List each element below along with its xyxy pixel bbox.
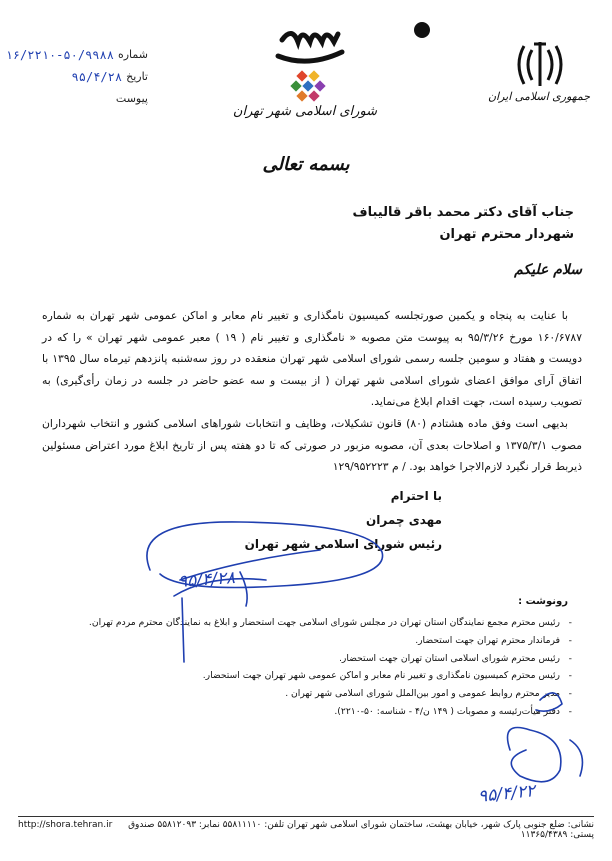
invocation: بسمه تعالی	[262, 154, 350, 175]
meta-date	[8, 66, 148, 88]
signature-closing: با احترام	[390, 489, 442, 503]
cc-item: - دفتر هیأت‌رئیسه و مصوبات ( ۱۴۹ ن/۴ - شناسه: ۵۰-۲۲۱۰).	[52, 703, 572, 721]
recipient	[214, 202, 574, 246]
cc-item: - رئیس محترم شورای اسلامی استان تهران جهت استحضار.	[52, 650, 572, 668]
cc-item: - رئیس محترم کمیسیون نامگذاری و تغییر نام معابر و اماکن عمومی شهر تهران جهت استحضار.	[52, 667, 572, 685]
footer-address: نشانی: ضلع جنوبی پارک شهر، خیابان بهشت، ساختمان شورای اسلامی شهر تهران تلفن: ۵۵۸۱۱۱۱۰ نمابر: ۵۵۸۱۲۰۹۳ صندوق پستی: ۱۱۳۶۵/۴۳۸۹	[128, 820, 594, 840]
recipient-title: شهردار محترم تهران	[439, 227, 574, 242]
bottom-date-handwritten: ۹۵/۴/۲۲	[477, 781, 536, 807]
cc-title: رونوشت :	[518, 596, 568, 607]
cc-item: - مدیر محترم روابط عمومی و امور بین‌الملل شورای اسلامی شهر تهران .	[52, 685, 572, 703]
meta-date-value: ۹۵/۴/۲۸	[71, 70, 123, 84]
footer	[18, 820, 594, 840]
logo-dots	[290, 70, 325, 101]
cc-item: - فرماندار محترم تهران جهت استحضار.	[52, 632, 572, 650]
stamp-date-handwritten: ۹۵/۴/۲۸	[177, 568, 236, 592]
cc-item: - رئیس محترم مجمع نمایندگان استان تهران در مجلس شورای اسلامی جهت استحضار و ابلاغ به نمایندگان محترم مردم تهران.	[52, 614, 572, 632]
footer-divider	[18, 816, 594, 817]
punch-hole	[414, 22, 430, 38]
meta-attachment-label: پیوست	[115, 92, 148, 105]
republic-text: جمهوری اسلامی ایران	[487, 90, 591, 103]
council-name: شورای اسلامی شهر تهران	[232, 104, 378, 119]
council-logo	[268, 22, 354, 112]
recipient-name: جناب آقای دکتر محمد باقر قالیباف	[352, 205, 574, 220]
greeting: سلام علیکم	[514, 262, 582, 278]
body-paragraph-2: بدیهی است وفق ماده هشتادم (۸۰) قانون تشکیلات، وظایف و انتخابات شوراهای اسلامی کشور و انتخاب شهرداران مصوب ۱۳۷۵/۳/۱ و اصلاحات بعدی آن، مصوبه مزبور در صورتی که تا دو هفته پس از تاریخ ابلاغ مورد اعتراض مسئولین ذیربط قرار نگیرد لازم‌الاجرا خواهد بود. / م ۱۲۹/۹۵۲۲۲۳	[42, 416, 582, 474]
signature-title: رئیس شورای اسلامی شهر تهران	[244, 537, 442, 551]
iran-emblem-icon	[510, 36, 570, 96]
body-paragraph-1: با عنایت به پنجاه و یکمین صورتجلسه کمیسیون نامگذاری و تغییر نام معابر و اماکن عمومی شهر تهران به شماره ۱۶۰/۶۷۸۷ مورخ ۹۵/۳/۲۶ به پیوست متن مصوبه « نامگذاری و تغییر نام ( ۱۹ ) معبر عمومی شهر تهران » را که در دویست و هفتاد و سومین جلسه رسمی شورای اسلامی شهر تهران منعقده در روز سه‌شنبه پانزدهم تیرماه سال ۱۳۹۵ با اتفاق آرای موافق اعضای شورای اسلامی شهر تهران ( از بیست و سه عضو حاضر در جلسه در زمان رأی‌گیری) به تصویب رسیده است، جهت اقدام ابلاغ می‌نماید.	[42, 309, 583, 409]
meta-attachment	[8, 88, 148, 110]
meta-number-value: ۱۶/۲۲۱۰-۵۰/۹۹۸۸	[5, 48, 114, 62]
letter-meta	[5, 44, 148, 110]
meta-date-label: تاریخ	[126, 70, 148, 83]
footer-url[interactable]: http://shora.tehran.ir	[18, 820, 113, 830]
meta-number	[5, 44, 148, 66]
signature-name: مهدی چمران	[366, 513, 442, 527]
letter-body	[42, 305, 582, 478]
pen-stroke	[172, 596, 192, 666]
meta-number-label: شماره	[117, 48, 148, 61]
